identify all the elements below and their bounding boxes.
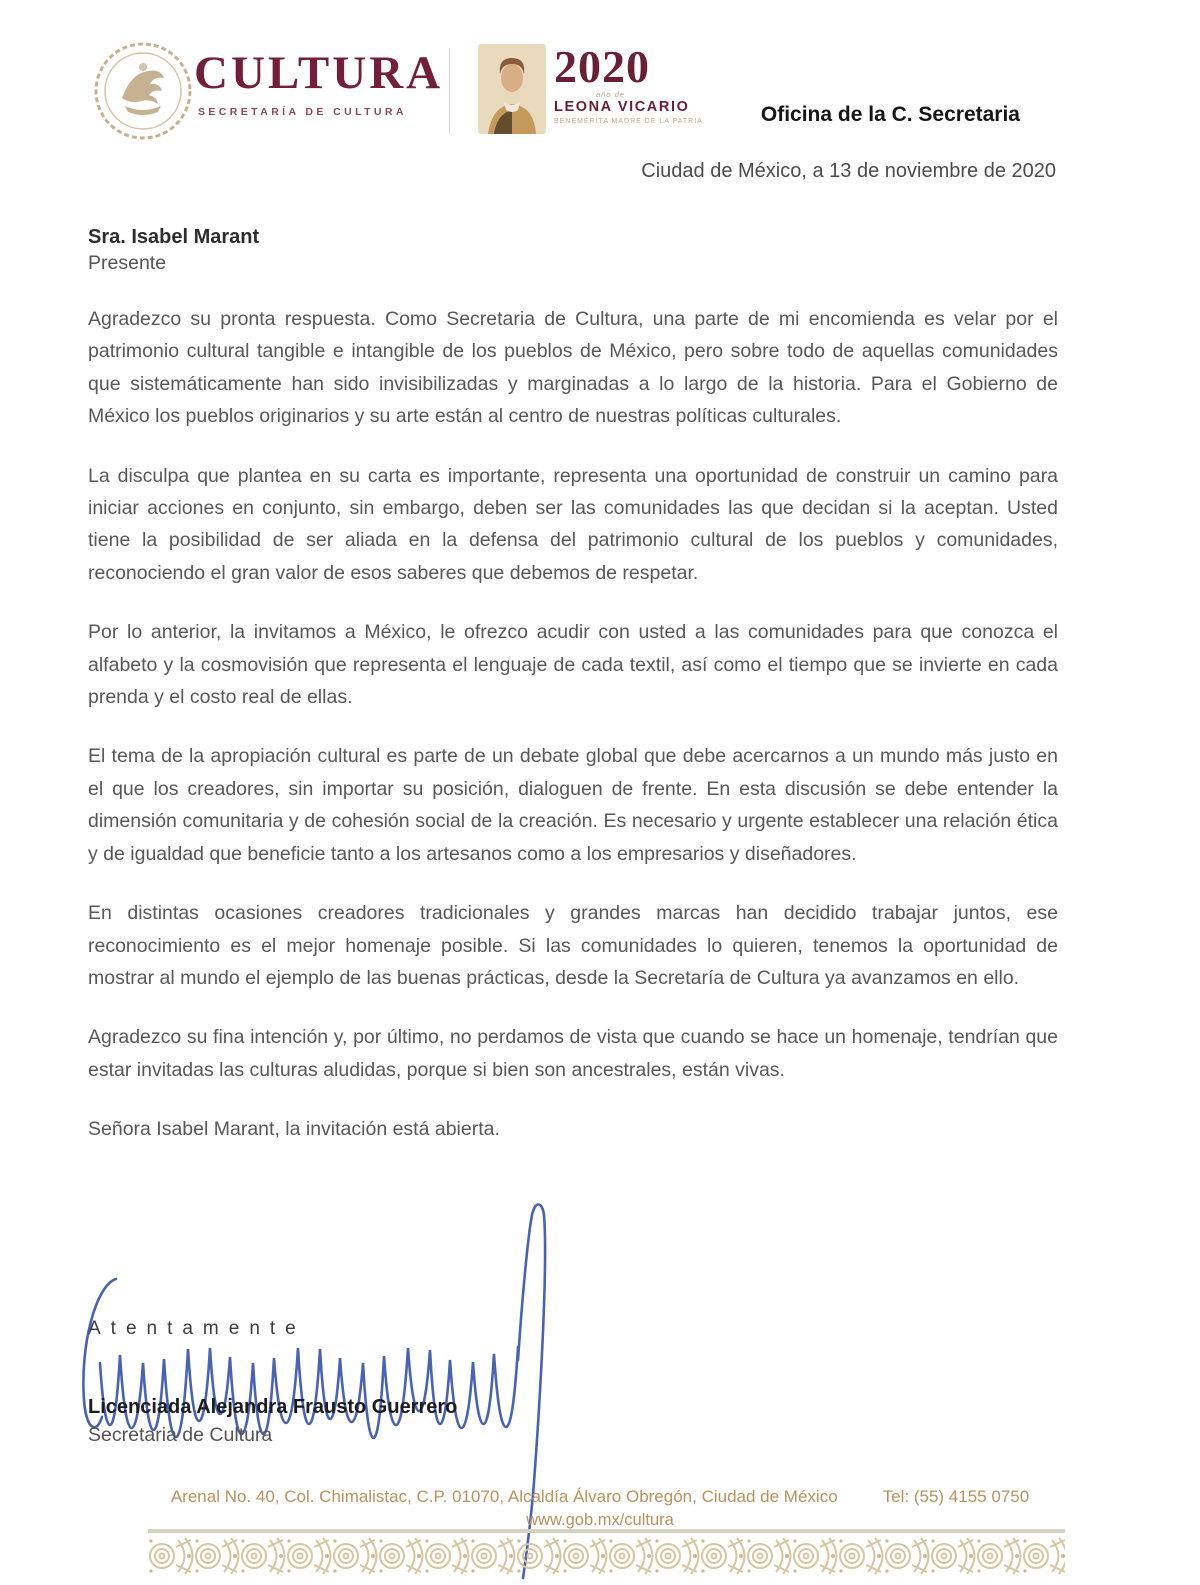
- signer-name: Licenciada Alejandra Frausto Guerrero: [88, 1396, 458, 1418]
- recipient-name: Sra. Isabel Marant: [88, 226, 260, 248]
- mexico-eagle-seal-icon: [92, 40, 194, 142]
- footer-address-line: [150, 1487, 1050, 1507]
- paragraph-1: Agradezco su pronta respuesta. Como Secretaria de Cultura, una parte de mi encomienda es velar por el patrimonio cultural tangible e intangible de los pueblos de México, pero sobre todo de aquellas comunidades que sistemáticamente han sido invisibilizadas y marginadas a lo largo de la historia. Para el Gobierno de México los pueblos originarios y su arte están al centro de nuestras políticas culturales.: [88, 308, 1058, 428]
- recipient-salutation: Presente: [88, 252, 167, 274]
- paragraph-6: Agradezco su fina intención y, por último, no perdamos de vista que cuando se hace un homenaje, tendrían que estar invitadas las culturas aludidas, porque si bien son ancestrales, están vivas.: [88, 1026, 1058, 1081]
- cultura-wordmark: CULTURA: [194, 47, 444, 99]
- decorative-footer-band: [148, 1537, 1065, 1575]
- paragraph-4: El tema de la apropiación cultural es parte de un debate global que debe acercarnos a un mundo más justo en el que los creadores, sin importar su posición, dialoguen de frente. En esta discusión se debe entender la dimensión comunitaria y de cohesión social de la creación. Es necesario y urgente establecer una relación ética y de igualdad que beneficie tanto a los artesanos como a los empresarios y diseñadores.: [88, 745, 1058, 865]
- header-divider: [449, 48, 450, 134]
- paragraph-3: Por lo anterior, la invitamos a México, le ofrezco acudir con usted a las comunidades para que conozca el alfabeto y la cosmovisión que representa el lenguaje de cada textil, así como el tiempo que se invierte en cada prenda y el costo real de ellas.: [88, 621, 1058, 709]
- leona-vicario-portrait-icon: [478, 44, 546, 134]
- leona-vicario-name: LEONA VICARIO: [554, 99, 690, 115]
- paragraph-2: La disculpa que plantea en su carta es importante, representa una oportunidad de construir un camino para iniciar acciones en conjunto, sin embargo, deben ser las comunidades las que decidan si la aceptan. Usted tiene la posibilidad de ser aliada en la defensa del patrimonio cultural de los pueblos y comunidades, reconociendo el gran valor de esos saberes que debemos de respetar.: [88, 464, 1058, 584]
- valediction: Atentamente: [88, 1318, 306, 1339]
- footer-address: Arenal No. 40, Col. Chimalistac, C.P. 01070, Alcaldía Álvaro Obregón, Ciudad de México: [170, 1487, 838, 1506]
- year-label: año de: [596, 90, 625, 99]
- year-2020: 2020: [554, 41, 650, 92]
- closing-line: Señora Isabel Marant, la invitación está abierta.: [88, 1118, 500, 1141]
- signer-title: Secretaria de Cultura: [88, 1424, 273, 1446]
- dateline: Ciudad de México, a 13 de noviembre de 2020: [641, 160, 1056, 182]
- letter-body: [88, 224, 1058, 1146]
- leona-vicario-subtitle: BENEMÉRITA MADRE DE LA PATRIA: [554, 118, 703, 125]
- footer-phone: Tel: (55) 4155 0750: [882, 1487, 1030, 1506]
- cultura-subtitle: SECRETARÍA DE CULTURA: [198, 106, 407, 118]
- footer-rule: [148, 1529, 1065, 1533]
- paragraph-5: En distintas ocasiones creadores tradicionales y grandes marcas han decidido trabajar juntos, ese reconocimiento es el mejor homenaje posible. Si las comunidades lo quieren, tenemos la oportunidad de mostrar al mundo el ejemplo de las buenas prácticas, desde la Secretaría de Cultura ya avanzamos en ello.: [88, 902, 1058, 989]
- footer-website: www.gob.mx/cultura: [526, 1511, 674, 1529]
- office-title: Oficina de la C. Secretaria: [760, 103, 1020, 126]
